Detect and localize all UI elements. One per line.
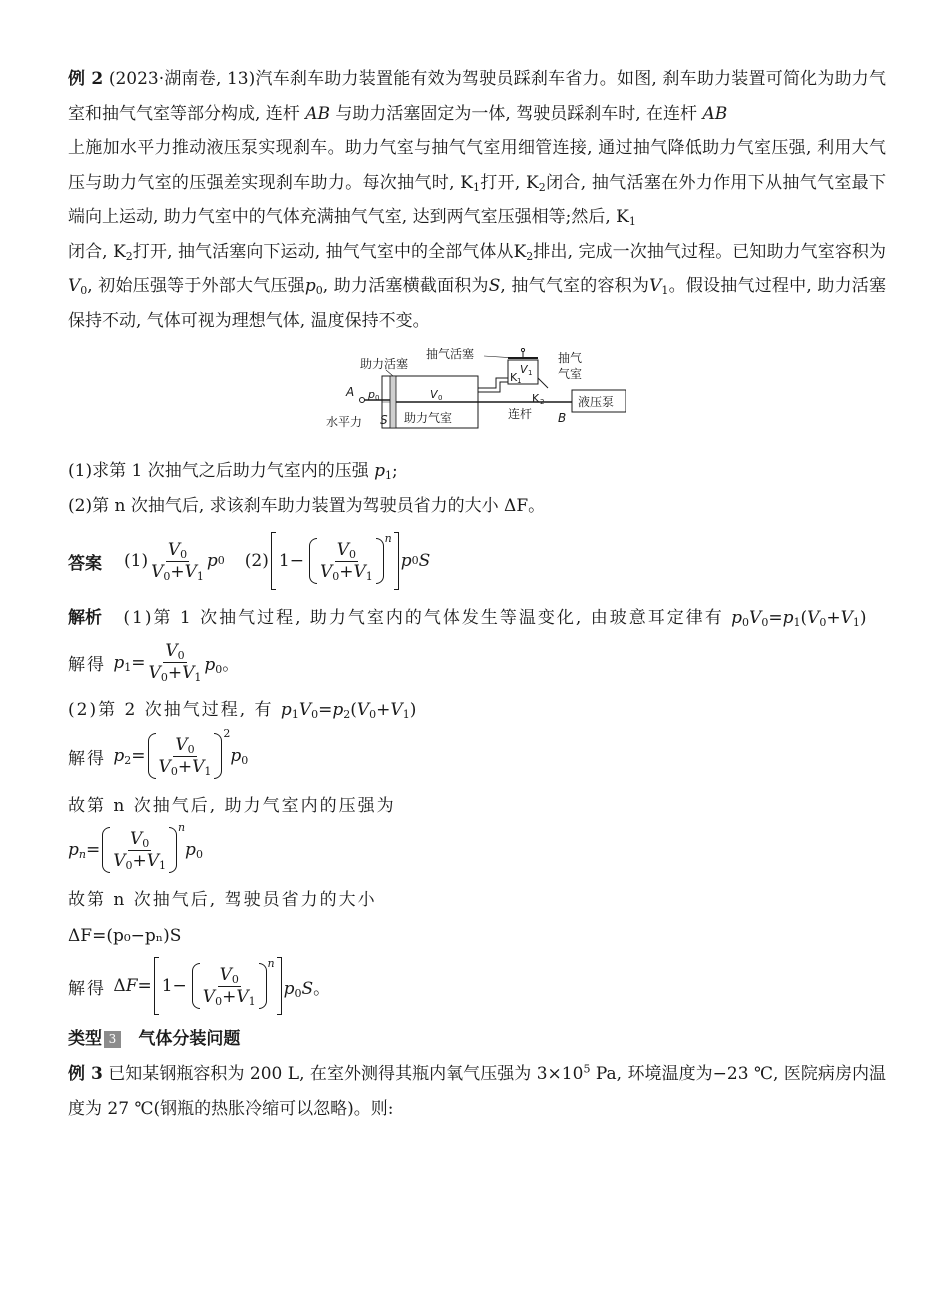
problem-text: 排出, 完成一次抽气过程。已知助力气室容积为 bbox=[533, 241, 887, 262]
problem-text: 汽车刹车助力装置能有效为驾驶员踩刹车省力。如图, 刹车助力装置可简化为助力气室和抽气气室等部分构成, 连杆 bbox=[68, 69, 887, 124]
answer-part1-fraction: $\frac{V_0}{V_0+V_1}$ bbox=[151, 539, 204, 583]
question-1-text: (1)求第 1 次抽气之后助力气室内的压强 bbox=[68, 461, 369, 481]
pump-chamber-label-1: 抽气 bbox=[558, 351, 583, 365]
v1-label: V bbox=[520, 363, 528, 376]
var-k: K bbox=[616, 207, 629, 227]
problem-text: 闭合, bbox=[68, 241, 108, 262]
question-2: (2)第 n 次抽气后, 求该刹车助力装置为驾驶员省力的大小 ΔF。 bbox=[68, 496, 546, 516]
analysis-line-6: $p_n=$ $\frac{V_0}{V_0+V_1}$ n $p_0$ bbox=[68, 821, 203, 872]
var-v: V bbox=[649, 276, 662, 296]
var-p: p bbox=[304, 276, 316, 296]
v0-label: V bbox=[430, 388, 438, 401]
problem-text: , 抽气气室的容积为 bbox=[500, 276, 650, 296]
var-k: K bbox=[460, 172, 473, 193]
problem-text: 与助力活塞固定为一体, 驾驶员踩刹车时, 在连杆 bbox=[335, 103, 698, 124]
var-v: V bbox=[68, 276, 81, 296]
force-label: 水平力 bbox=[326, 415, 363, 429]
var-s: S bbox=[488, 276, 501, 296]
var-k: K bbox=[526, 172, 539, 193]
k2-label: K bbox=[532, 392, 540, 405]
a-label: A bbox=[346, 385, 355, 399]
booster-piston bbox=[390, 376, 396, 428]
analysis-label: 解析 bbox=[68, 608, 102, 628]
analysis-line-5: 故第 n 次抽气后, 助力气室内的压强为 bbox=[68, 796, 396, 816]
pump-piston-label: 抽气活塞 bbox=[426, 348, 475, 361]
type3-title: 气体分装问题 bbox=[138, 1029, 241, 1049]
solve-label: 解得 bbox=[68, 655, 106, 675]
example2-source: (2023·湖南卷, 13) bbox=[108, 69, 256, 89]
k1-sub: 1 bbox=[517, 377, 522, 385]
v0-sub: 0 bbox=[438, 394, 443, 402]
problem-text: 上施加水平力推动液压泵实现刹车。助力气室与抽气气室用细管连接, 通过抽气降低助力气室压强, 利用大气压与助力气室的压强差实现刹车助力。每次抽气时, bbox=[68, 138, 886, 193]
solve-label: 解得 bbox=[68, 748, 106, 769]
var-ab: AB bbox=[305, 103, 330, 124]
page-content bbox=[68, 62, 886, 1126]
answer-label: 答案 bbox=[68, 553, 102, 574]
analysis-text: (2)第 2 次抽气过程, 有 bbox=[68, 700, 274, 720]
var-ab: AB bbox=[702, 103, 728, 124]
pipe bbox=[478, 378, 508, 388]
analysis-line-2: 解得 $p_1=$ $\frac{V_0}{V_0+V_1}$ $p_0$。 bbox=[68, 641, 240, 684]
b-label: B bbox=[558, 411, 567, 425]
answer-part2-expr: 1− $\frac{V_0}{V_0+V_1}$ n bbox=[271, 532, 399, 590]
question-1: (1)求第 1 次抽气之后助力气室内的压强 $p_1$; bbox=[68, 461, 398, 482]
analysis-line-4: 解得 $p_2=$ $\frac{V_0}{V_0+V_1}$ 2 $p_0$ bbox=[68, 727, 249, 778]
problem-text: 闭合, 抽气活塞在外力作用下从抽气气室最下端向上运动, 助力气室中的气体充满抽气气室, 达到两气室压强相等;然后, bbox=[68, 172, 887, 227]
problem-text: 打开, 抽气活塞向下运动, 抽气气室中的全部气体从 bbox=[132, 241, 514, 262]
example3-text: Pa, 环境温度为−23 ℃, 医院病房内温度为 27 ℃(钢瓶的热胀冷缩可以忽略)。则: bbox=[68, 1064, 886, 1119]
example2-label: 例 2 bbox=[68, 69, 104, 89]
analysis-line-1: 解析 (1)第 1 次抽气过程, 助力气室内的气体发生等温变化, 由玻意耳定律有 $p_0V_0=p_1(V_0+V_1)$ bbox=[68, 608, 867, 629]
brake-booster-diagram bbox=[326, 348, 626, 450]
analysis-line-9: 解得 ΔF= 1− $\frac{V_0}{V_0+V_1}$ n $p_0S$。 bbox=[68, 957, 886, 1015]
chamber-label: 助力气室 bbox=[404, 411, 453, 425]
pump-piston-knob bbox=[521, 348, 524, 351]
s-label: S bbox=[380, 413, 388, 427]
example2-problem: 例 2 (2023·湖南卷, 13)汽车刹车助力装置能有效为驾驶员踩刹车省力。如图, 刹车助力装置可简化为助力气室和抽气气室等部分构成, 连杆 AB 与助力活塞固定为一体, 驾驶员踩刹车时, 在连杆 AB 上施加水平力推动液压泵实现刹车。助力气室与抽气气室用细管连接, 通过抽气降低助力气室压强, 利用大气压与助力气室的压强差实现刹车助力。每次抽气时, $K_1$打开, $K_2$闭合, 抽气活塞在外力作用下从抽气气室最下端向上运动, 助力气室中的气体充满抽气气室, 达到两气室压强相等;然后, $K_1$ 闭合, $K_2$打开, 抽气活塞向下运动, 抽气气室中的全部气体从$K_2$排出, 完成一次抽气过程。已知助力气室容积为 $V_0$, 初始压强等于外部大气压强$p_0$, 助力活塞横截面积为S, 抽气气室的容积为$V_1$。假设抽气过程中, 助力活塞保持不动, 气体可视为理想气体, 温度保持不变。 bbox=[68, 69, 887, 331]
problem-text: 打开, bbox=[479, 172, 521, 193]
analysis-text: (1)第 1 次抽气过程, 助力气室内的气体发生等温变化, 由玻意耳定律有 bbox=[123, 608, 724, 628]
rod-a-end bbox=[360, 398, 365, 403]
analysis-line-3: (2)第 2 次抽气过程, 有 $p_1V_0=p_2(V_0+V_1)$ bbox=[68, 700, 417, 721]
type-number-badge: 3 bbox=[104, 1031, 121, 1048]
answer-part2-label: (2) bbox=[244, 551, 269, 571]
type-prefix: 类型 bbox=[68, 1029, 102, 1049]
analysis-line-7: 故第 n 次抽气后, 驾驶员省力的大小 bbox=[68, 890, 377, 910]
example3-problem bbox=[68, 1057, 886, 1126]
hydraulic-label: 液压泵 bbox=[578, 395, 615, 409]
problem-text: , 初始压强等于外部大气压强 bbox=[87, 276, 305, 296]
answer-part1-label: (1) bbox=[124, 551, 149, 571]
exponent: 5 bbox=[583, 1062, 591, 1076]
var-k: K bbox=[113, 241, 126, 262]
analysis-line-8: ΔF=(p₀−pₙ)S bbox=[68, 926, 182, 946]
piston-label: 助力活塞 bbox=[360, 357, 409, 371]
problem-text: 。假设抽气过程中, 助力活塞保持不动, 气体可视为理想气体, 温度保持不变。 bbox=[68, 276, 886, 331]
example3-label: 例 3 bbox=[68, 1064, 103, 1084]
problem-text: , 助力活塞横截面积为 bbox=[322, 276, 489, 296]
type3-heading bbox=[68, 1023, 886, 1055]
pipe bbox=[478, 382, 508, 392]
example3-text: 已知某钢瓶容积为 200 L, 在室外测得其瓶内氧气压强为 3×10 bbox=[108, 1064, 584, 1084]
solve-label: 解得 bbox=[68, 978, 106, 999]
p0-label: p bbox=[368, 388, 375, 401]
answer-row: 答案 (1) $\frac{V_0}{V_0+V_1}$ p 0 (2) 1− $\frac{V_0}{V_0+V_1}$ n p 0 S bbox=[68, 532, 886, 590]
k2-outlet bbox=[538, 378, 548, 388]
k1-label: K bbox=[510, 371, 518, 384]
diagram-svg bbox=[326, 348, 626, 450]
p0-sub: 0 bbox=[375, 394, 380, 402]
var-k: K bbox=[513, 241, 527, 262]
v1-sub: 1 bbox=[528, 369, 533, 377]
k2-sub: 2 bbox=[540, 398, 545, 406]
rod-label: 连杆 bbox=[508, 407, 533, 421]
pump-chamber-label-2: 气室 bbox=[558, 367, 583, 381]
